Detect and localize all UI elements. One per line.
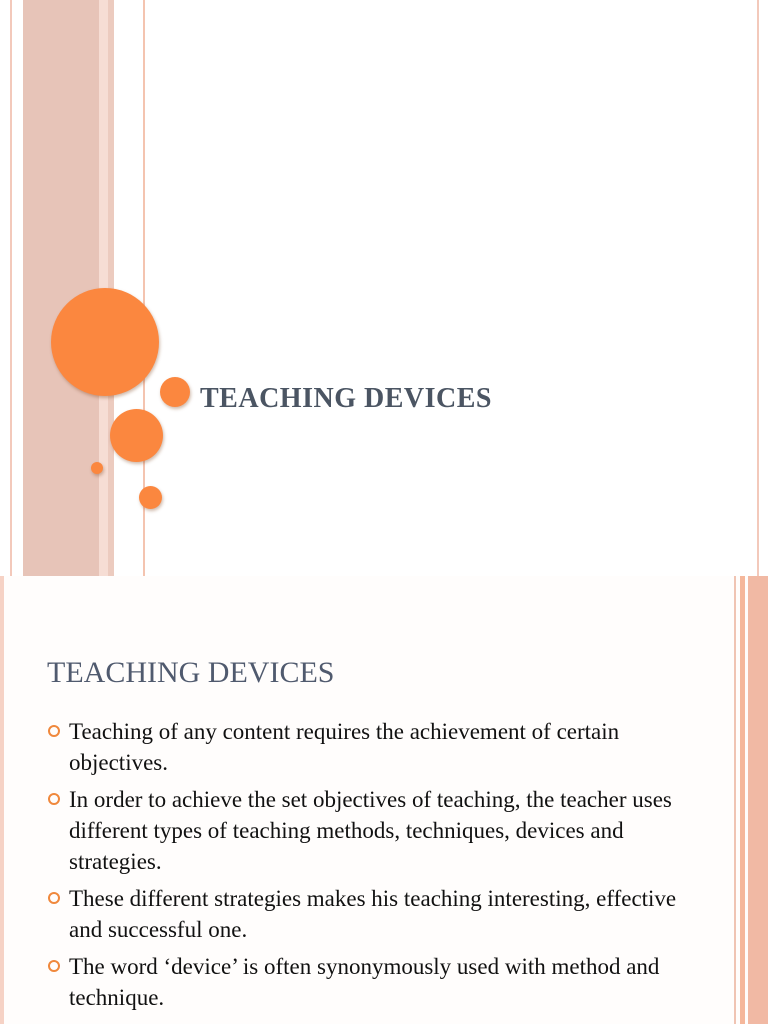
decorative-circle-small: [139, 486, 162, 509]
decorative-stripe: [748, 576, 768, 1024]
list-item: [44, 784, 684, 877]
bullet-circle-icon: [48, 725, 60, 737]
decorative-circle-medium: [110, 409, 163, 462]
decorative-circle-large: [51, 288, 159, 396]
list-item: [44, 951, 684, 1013]
decorative-circle-tiny: [91, 462, 103, 474]
slide-heading: TEACHING DEVICES: [47, 656, 335, 689]
decorative-stripe: [734, 576, 736, 1024]
decorative-stripe: [0, 576, 4, 1024]
bullet-circle-icon: [48, 793, 60, 805]
decorative-stripe: [23, 0, 99, 576]
slide-title: TEACHING DEVICES: [200, 383, 492, 414]
bullet-text: The word ‘device’ is often synonymously used with method and technique.: [69, 954, 660, 1010]
decorative-circle-small: [160, 377, 190, 407]
decorative-stripe: [740, 576, 745, 1024]
bullet-circle-icon: [48, 892, 60, 904]
content-slide: [0, 576, 768, 1024]
decorative-stripe: [10, 0, 12, 576]
list-item: [44, 883, 684, 945]
bullet-list: [44, 716, 684, 1019]
bullet-text: In order to achieve the set objectives of teaching, the teacher uses different types of teaching methods, techniques, devices and strategies.: [69, 787, 672, 874]
bullet-text: These different strategies makes his teaching interesting, effective and successful one.: [69, 886, 677, 942]
bullet-text: Teaching of any content requires the achievement of certain objectives.: [69, 719, 620, 775]
bullet-circle-icon: [48, 960, 60, 972]
decorative-stripe: [757, 0, 759, 576]
list-item: [44, 716, 684, 778]
